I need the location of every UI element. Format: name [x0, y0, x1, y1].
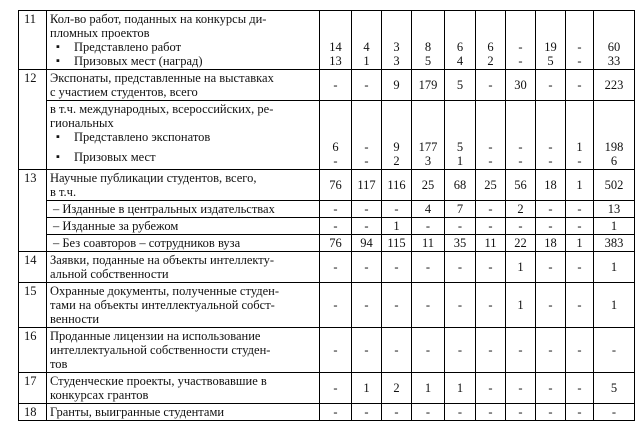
- value-cell: 22: [506, 235, 536, 252]
- value-cell: -: [566, 404, 594, 421]
- table-row: [19, 201, 635, 218]
- value-cell: 25: [412, 170, 445, 201]
- value-cell: -: [476, 218, 506, 235]
- value-cell: 9 2: [382, 101, 412, 170]
- row-description: Кол-во работ, поданных на конкурсы ди- пломных проектов ▪ Представлено работ ▪ Призовых мест (наград): [47, 11, 320, 70]
- value-cell: - -: [506, 101, 536, 170]
- value-cell: 117: [352, 170, 382, 201]
- row-description: Гранты, выигранные студентами: [47, 404, 320, 421]
- value-cell: -: [412, 404, 445, 421]
- value-cell: -: [382, 201, 412, 218]
- table-row: [19, 328, 635, 373]
- row-number: 16: [19, 328, 47, 373]
- total-cell: 502: [594, 170, 635, 201]
- value-cell: -: [536, 201, 566, 218]
- value-cell: -: [566, 70, 594, 101]
- value-cell: -: [536, 404, 566, 421]
- value-cell: 1: [445, 373, 476, 404]
- value-cell: -: [476, 328, 506, 373]
- value-cell: 56: [506, 170, 536, 201]
- value-cell: 94: [352, 235, 382, 252]
- value-cell: -: [412, 218, 445, 235]
- row-number: 13: [19, 170, 47, 252]
- table-row: [19, 101, 635, 170]
- value-cell: - -: [536, 101, 566, 170]
- bullet-item: ▪ Призовых мест (наград): [50, 54, 316, 68]
- value-cell: 9: [382, 70, 412, 101]
- value-cell: -: [536, 283, 566, 328]
- value-cell: -: [476, 283, 506, 328]
- value-cell: -: [320, 404, 352, 421]
- value-cell: 2: [506, 201, 536, 218]
- row-number: 17: [19, 373, 47, 404]
- value-cell: -: [566, 328, 594, 373]
- value-cell: 11: [412, 235, 445, 252]
- value-cell: -: [320, 328, 352, 373]
- value-cell: 1: [412, 373, 445, 404]
- total-cell: 198 6: [594, 101, 635, 170]
- value-cell: -: [352, 328, 382, 373]
- value-cell: 68: [445, 170, 476, 201]
- value-cell: -: [320, 218, 352, 235]
- value-cell: 1: [382, 218, 412, 235]
- value-cell: 6 -: [320, 101, 352, 170]
- statistics-table: [18, 10, 635, 421]
- row-description: – Изданные за рубежом: [47, 218, 320, 235]
- value-cell: - -: [476, 101, 506, 170]
- table-row: [19, 283, 635, 328]
- value-cell: 35: [445, 235, 476, 252]
- value-cell: 1: [506, 252, 536, 283]
- value-cell: 7: [445, 201, 476, 218]
- value-cell: -: [445, 404, 476, 421]
- value-cell: 115: [382, 235, 412, 252]
- value-cell: -: [382, 252, 412, 283]
- bullet-item: ▪ Представлено экспонатов: [50, 130, 316, 144]
- value-cell: - -: [566, 11, 594, 70]
- value-cell: -: [566, 252, 594, 283]
- value-cell: -: [320, 70, 352, 101]
- value-cell: -: [536, 218, 566, 235]
- row-description: – Изданные в центральных издательствах: [47, 201, 320, 218]
- value-cell: -: [445, 328, 476, 373]
- value-cell: 177 3: [412, 101, 445, 170]
- value-cell: -: [536, 70, 566, 101]
- value-cell: -: [506, 404, 536, 421]
- value-cell: -: [382, 283, 412, 328]
- value-cell: 2: [382, 373, 412, 404]
- table-row: [19, 70, 635, 101]
- row-description: – Без соавторов – сотрудников вуза: [47, 235, 320, 252]
- value-cell: -: [566, 373, 594, 404]
- row-number: 14: [19, 252, 47, 283]
- value-cell: -: [536, 373, 566, 404]
- value-cell: -: [352, 404, 382, 421]
- value-cell: -: [566, 283, 594, 328]
- table-row: [19, 373, 635, 404]
- bullet-item: ▪ Призовых мест: [50, 150, 316, 164]
- value-cell: -: [506, 373, 536, 404]
- table-row: [19, 11, 635, 70]
- value-cell: -: [320, 201, 352, 218]
- value-cell: 14 13: [320, 11, 352, 70]
- total-cell: 383: [594, 235, 635, 252]
- total-cell: -: [594, 328, 635, 373]
- value-cell: 11: [476, 235, 506, 252]
- value-cell: - -: [352, 101, 382, 170]
- value-cell: - -: [506, 11, 536, 70]
- value-cell: -: [352, 201, 382, 218]
- value-cell: 1: [566, 235, 594, 252]
- value-cell: -: [352, 252, 382, 283]
- row-number: 15: [19, 283, 47, 328]
- value-cell: -: [320, 373, 352, 404]
- value-cell: -: [476, 373, 506, 404]
- value-cell: 30: [506, 70, 536, 101]
- row-number: 18: [19, 404, 47, 421]
- value-cell: -: [506, 218, 536, 235]
- row-description: Проданные лицензии на использование интеллектуальной собственности студен- тов: [47, 328, 320, 373]
- value-cell: 76: [320, 235, 352, 252]
- total-cell: -: [594, 404, 635, 421]
- value-cell: 19 5: [536, 11, 566, 70]
- value-cell: 4: [412, 201, 445, 218]
- value-cell: -: [476, 201, 506, 218]
- table-row: [19, 404, 635, 421]
- row-number: 12: [19, 70, 47, 170]
- row-description: Заявки, поданные на объекты интеллекту- альной собственности: [47, 252, 320, 283]
- row-description: в т.ч. международных, всероссийских, ре- гиональных ▪ Представлено экспонатов ▪ Призовых мест: [47, 101, 320, 170]
- value-cell: 4 1: [352, 11, 382, 70]
- value-cell: -: [320, 283, 352, 328]
- table-row: [19, 218, 635, 235]
- value-cell: -: [445, 283, 476, 328]
- value-cell: 6 4: [445, 11, 476, 70]
- value-cell: -: [445, 252, 476, 283]
- value-cell: -: [476, 70, 506, 101]
- value-cell: 6 2: [476, 11, 506, 70]
- value-cell: 18: [536, 235, 566, 252]
- value-cell: 116: [382, 170, 412, 201]
- value-cell: 18: [536, 170, 566, 201]
- value-cell: 1: [566, 170, 594, 201]
- value-cell: -: [412, 328, 445, 373]
- value-cell: 1: [352, 373, 382, 404]
- value-cell: 5 1: [445, 101, 476, 170]
- value-cell: -: [352, 218, 382, 235]
- value-cell: -: [352, 70, 382, 101]
- value-cell: -: [476, 404, 506, 421]
- bullet-item: ▪ Представлено работ: [50, 40, 316, 54]
- table-row: [19, 235, 635, 252]
- value-cell: -: [382, 328, 412, 373]
- value-cell: -: [536, 252, 566, 283]
- total-cell: 5: [594, 373, 635, 404]
- value-cell: 179: [412, 70, 445, 101]
- total-cell: 223: [594, 70, 635, 101]
- value-cell: 8 5: [412, 11, 445, 70]
- total-cell: 1: [594, 252, 635, 283]
- value-cell: -: [382, 404, 412, 421]
- value-cell: -: [506, 328, 536, 373]
- value-cell: -: [320, 252, 352, 283]
- total-cell: 1: [594, 283, 635, 328]
- value-cell: -: [566, 218, 594, 235]
- value-cell: -: [445, 218, 476, 235]
- value-cell: 1 -: [566, 101, 594, 170]
- total-cell: 60 33: [594, 11, 635, 70]
- row-description: Научные публикации студентов, всего, в т.ч.: [47, 170, 320, 201]
- value-cell: -: [412, 283, 445, 328]
- table-row: [19, 252, 635, 283]
- total-cell: 13: [594, 201, 635, 218]
- table-row: [19, 170, 635, 201]
- row-description: Экспонаты, представленные на выставках с участием студентов, всего: [47, 70, 320, 101]
- row-number: 11: [19, 11, 47, 70]
- value-cell: -: [412, 252, 445, 283]
- value-cell: -: [352, 283, 382, 328]
- value-cell: 1: [506, 283, 536, 328]
- total-cell: 1: [594, 218, 635, 235]
- row-description: Охранные документы, полученные студен- тами на объекты интеллектуальной собст- венности: [47, 283, 320, 328]
- value-cell: -: [566, 201, 594, 218]
- value-cell: -: [536, 328, 566, 373]
- value-cell: 5: [445, 70, 476, 101]
- value-cell: 3 3: [382, 11, 412, 70]
- value-cell: 76: [320, 170, 352, 201]
- value-cell: -: [476, 252, 506, 283]
- value-cell: 25: [476, 170, 506, 201]
- row-description: Студенческие проекты, участвовавшие в конкурсах грантов: [47, 373, 320, 404]
